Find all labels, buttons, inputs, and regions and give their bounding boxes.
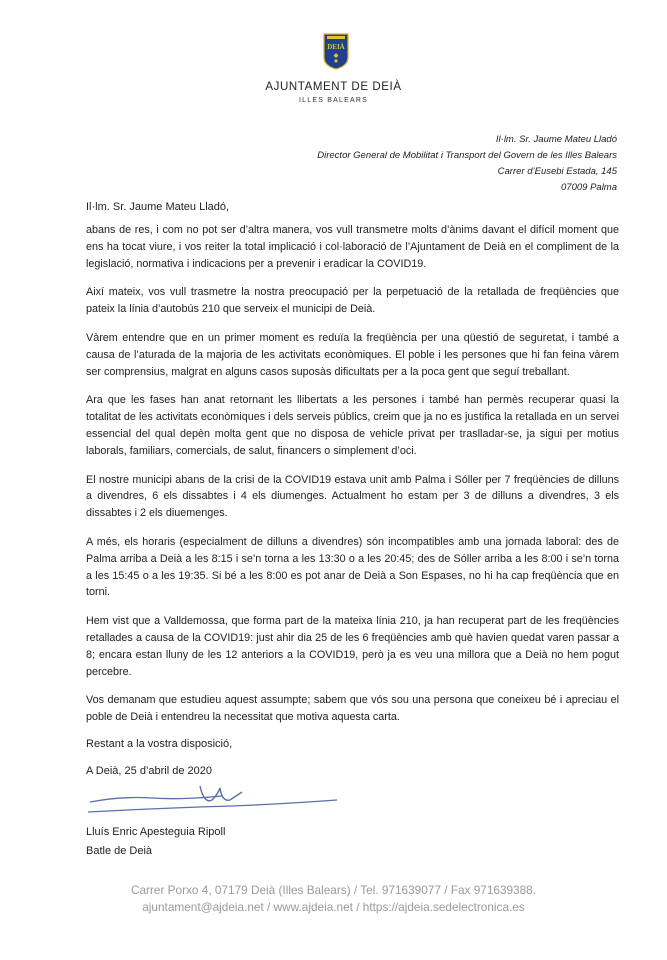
municipal-crest-logo [322, 33, 350, 70]
footer-contact: ajuntament@ajdeia.net / www.ajdeia.net / https://ajdeia.sedelectronica.es [142, 900, 525, 914]
recipient-postal-city: 07009 Palma [561, 182, 617, 193]
signer-name: Lluís Enric Apesteguia Ripoll [86, 826, 226, 838]
closing-line: Restant a la vostra disposició, [86, 738, 233, 750]
letterhead-footer [0, 882, 667, 916]
body-paragraph: Vos demanam que estudieu aquest assumpte; sabem que vós sou una persona que coneixeu bé i apreciau el poble de Deià i entendreu la necessitat que motiva aquesta carta. [86, 694, 619, 724]
organization-name: AJUNTAMENT DE DEIÀ [265, 81, 402, 93]
signer-title: Batle de Deià [86, 845, 153, 857]
salutation: Il·lm. Sr. Jaume Mateu Lladó, [86, 201, 230, 213]
recipient-name: Il·lm. Sr. Jaume Mateu Lladó [495, 134, 617, 145]
body-paragraph: A més, els horaris (especialment de dilluns a divendres) són incompatibles amb una jornada laboral: des de Palma arriba a Deià a les 8:15 i se’n torna a les 13:30 o a les 20:45; des de Sóller arriba a les 8:00 i se’n torna a les 15:45 o a les 19:35. Si bé a les 8:00 es pot anar de Deià a Son Espases, no hi ha cap freqüència que en torni. [86, 535, 619, 599]
body-paragraph: Així mateix, vos vull trasmetre la nostra preocupació per la perpetuació de la retallada de freqüències que pateix la línia d’autobús 210 que serveix el municipi de Deià. [86, 286, 619, 316]
letter-body [86, 222, 619, 738]
body-paragraph: abans de res, i com no pot ser d’altra manera, vos vull transmetre molts d’ànims davant el difícil moment que ens ha tocat viure, i vos reiter la total implicació i col·laboració de l’Ajuntament de Deià en el compliment de la legislació, normativa i indicacions per a prevenir i eradicar la COVID19. [86, 224, 619, 270]
body-paragraph: El nostre municipi abans de la crisi de la COVID19 estava unit amb Palma i Sóller per 7 freqüències de dilluns a divendres, 6 els dissabtes i 4 els diumenges. Actualment ho estam per 3 de dilluns a divendres, 3 els dissabtes i 2 els diuemenges. [86, 473, 619, 520]
signer-block [86, 823, 225, 861]
crest-text: DEIÀ [327, 43, 345, 51]
recipient-address-block [317, 132, 617, 196]
body-paragraph: Hem vist que a Valldemossa, que forma part de la mateixa línia 210, ja han recuperat part de les freqüències retallades a causa de la COVID19: just ahir dia 25 de les 6 freqüències amb què havien quedat varen passar a 8; encara estan lluny de les 12 anteriors a la COVID19, però ja es veu una millora que a Deià no hem pogut percebre. [86, 615, 619, 678]
recipient-street: Carrer d’Eusebi Estada, 145 [497, 166, 617, 177]
organization-region: ILLES BALEARS [299, 97, 368, 104]
body-paragraph: Ara que les fases han anat retornant les llibertats a les persones i també han permès recuperar quasi la totalitat de les activitats econòmiques i dels serveis públics, creim que ja no es justifica la retallada en un servei essencial del qual depèn molta gent que no disposa de vehicle privat per traslladar-se, ja sigui per motius laborals, familiars, comercials, de salut, financers o simplement d’oci. [86, 394, 619, 457]
date-line: A Deià, 25 d’abril de 2020 [86, 765, 212, 777]
recipient-position: Director General de Mobilitat i Transport del Govern de les Illes Balears [317, 150, 617, 161]
handwritten-signature [82, 778, 342, 818]
footer-address: Carrer Porxo 4, 07179 Deià (Illes Balears) / Tel. 971639077 / Fax 971639388. [130, 883, 537, 897]
body-paragraph: Vàrem entendre que en un primer moment es reduïa la freqüència per una qüestió de seguretat, i també a causa de l’aturada de la majoria de les activitats econòmiques. El poble i les persones que hi fan feina vàrem ser comprensius, malgrat en alguns casos suposàs dificultats per a la poca gent que seguí treballant. [86, 331, 619, 378]
